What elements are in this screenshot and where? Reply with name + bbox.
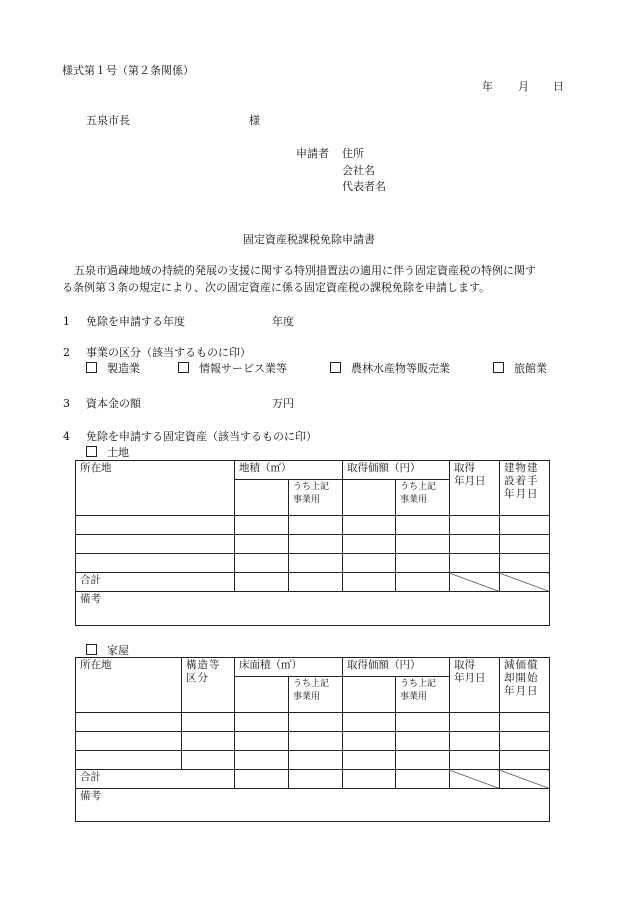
land-price-business-subheader: うち上記 事業用	[396, 480, 450, 516]
item3-number: 3	[63, 397, 70, 410]
land-remarks-label[interactable]: 備考	[76, 592, 550, 626]
item3-label: 資本金の額	[86, 397, 141, 410]
house-option[interactable]	[86, 644, 129, 658]
diagonal-slash	[450, 770, 500, 789]
house-table	[75, 657, 550, 822]
checkbox-icon[interactable]	[86, 362, 97, 373]
checkbox-icon[interactable]	[86, 644, 97, 655]
land-area-business-subheader: うち上記 事業用	[289, 480, 343, 516]
land-total-label: 合計	[76, 573, 235, 592]
table-row	[76, 554, 550, 573]
house-price-business-subheader: うち上記 事業用	[396, 677, 450, 713]
addressee-name: 五泉市長	[86, 114, 130, 127]
checkbox-icon[interactable]	[86, 446, 97, 457]
house-col-price: 取得価額（円）	[343, 658, 450, 677]
land-remarks-row	[76, 592, 550, 626]
addressee-honorific: 様	[249, 114, 260, 127]
land-col-area: 地積（㎡）	[235, 461, 343, 480]
table-row	[76, 751, 550, 770]
table-row	[76, 516, 550, 535]
land-heading: 土地	[107, 446, 129, 459]
item1-number: 1	[63, 315, 70, 328]
checkbox-icon[interactable]	[178, 362, 189, 373]
body-text-line2: る条例第３条の規定により、次の固定資産に係る固定資産税の課税免除を申請します。	[62, 281, 491, 294]
checkbox-icon[interactable]	[330, 362, 341, 373]
house-total-label: 合計	[76, 770, 235, 789]
checkbox-icon[interactable]	[493, 362, 504, 373]
item1-unit: 年度	[272, 315, 294, 328]
item4-label: 免除を申請する固定資産（該当するものに印）	[86, 430, 317, 443]
item2-number: 2	[63, 346, 70, 359]
house-col-structure: 構造等 区分	[182, 658, 235, 713]
applicant-company-label: 会社名	[342, 164, 375, 177]
table-row	[76, 535, 550, 554]
option-information-services[interactable]	[178, 362, 287, 376]
house-col-floor-area: 床面積（㎡）	[235, 658, 343, 677]
house-heading: 家屋	[107, 644, 129, 657]
land-table	[75, 460, 550, 626]
house-area-business-subheader: うち上記 事業用	[289, 677, 343, 713]
item4-number: 4	[63, 430, 70, 443]
document-title: 固定資産税課税免除申請書	[243, 233, 375, 246]
applicant-address-label: 住所	[342, 147, 364, 160]
land-total-row	[76, 573, 550, 592]
table-row	[76, 732, 550, 751]
option-agricultural-sales[interactable]	[330, 362, 450, 376]
option-label: 情報サービス業等	[199, 362, 287, 375]
land-col-price: 取得価額（円）	[343, 461, 450, 480]
applicant-representative-label: 代表者名	[342, 180, 386, 193]
applicant-label: 申請者	[296, 147, 329, 160]
option-label: 製造業	[107, 362, 140, 375]
house-col-location: 所在地	[76, 658, 182, 713]
form-number: 様式第１号（第２条関係）	[62, 64, 194, 77]
option-inn[interactable]	[493, 362, 547, 376]
table-row	[76, 713, 550, 732]
diagonal-slash	[450, 573, 500, 592]
item3-unit: 万円	[272, 397, 294, 410]
option-label: 農林水産物等販売業	[351, 362, 450, 375]
diagonal-slash	[500, 770, 550, 789]
land-col-location: 所在地	[76, 461, 235, 516]
land-col-construction: 建物建 設着手 年月日	[500, 461, 550, 516]
house-col-acquired: 取得 年月日	[450, 658, 500, 713]
date-day-label: 日	[553, 80, 564, 93]
house-remarks-row	[76, 789, 550, 822]
house-col-depreciation: 減価償 却開始 年月日	[500, 658, 550, 713]
land-option[interactable]	[86, 446, 129, 460]
diagonal-slash	[500, 573, 550, 592]
option-manufacturing[interactable]	[86, 362, 140, 376]
item1-label: 免除を申請する年度	[86, 315, 185, 328]
body-text-line1: 五泉市過疎地域の持続的発展の支援に関する特別措置法の適用に伴う固定資産税の特例に関す	[74, 264, 536, 277]
house-remarks-label[interactable]: 備考	[76, 789, 550, 822]
house-total-row	[76, 770, 550, 789]
date-month-label: 月	[518, 80, 529, 93]
date-year-label: 年	[482, 80, 493, 93]
land-col-acquired: 取得 年月日	[450, 461, 500, 516]
option-label: 旅館業	[514, 362, 547, 375]
item2-label: 事業の区分（該当するものに印）	[86, 346, 251, 359]
